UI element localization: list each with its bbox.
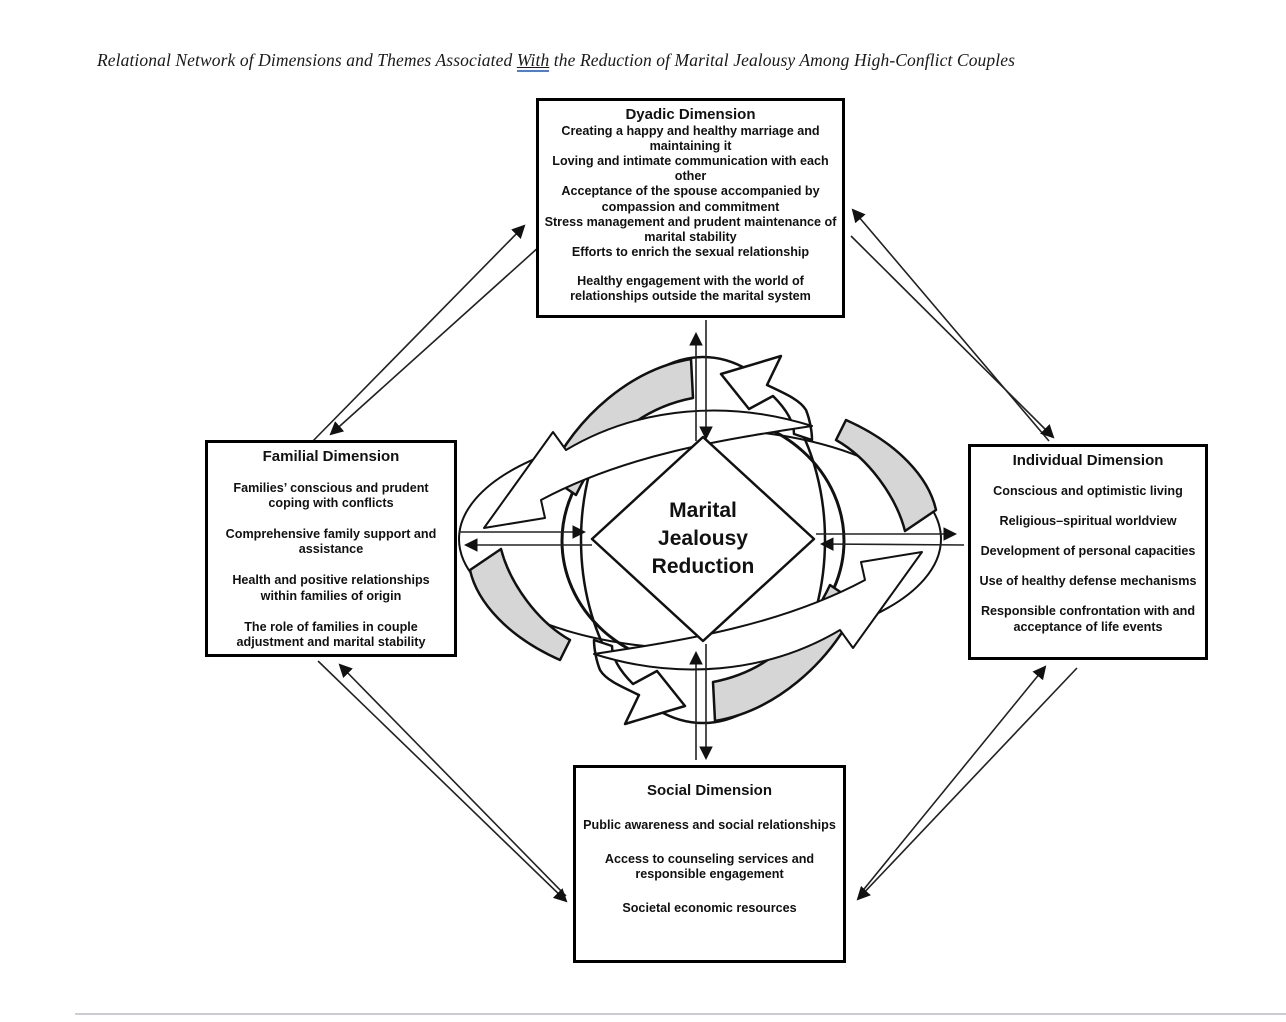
social-box-title: Social Dimension	[646, 782, 773, 799]
dyadic-box-title: Dyadic Dimension	[625, 106, 756, 123]
arrow-individual-to-dyadic	[853, 210, 1049, 441]
dyadic-item: Loving and intimate communication with each other	[552, 154, 829, 184]
center-label-line1: Marital	[669, 499, 737, 522]
individual-item: Development of personal capacities	[980, 544, 1196, 559]
figure-title-pre: Relational Network of Dimensions and Themes Associated	[97, 50, 513, 70]
familial-item: Comprehensive family support and assistance	[225, 527, 437, 557]
familial-item: The role of families in couple adjustment and marital stability	[236, 619, 426, 649]
social-dimension-box	[573, 765, 846, 963]
familial-dimension-box	[205, 440, 457, 657]
arrow-social-to-individual	[860, 667, 1045, 894]
individual-item: Religious–spiritual worldview	[999, 514, 1177, 529]
familial-item: Health and positive relationships within families of origin	[232, 573, 430, 603]
dyadic-item: Acceptance of the spouse accompanied by compassion and commitment	[561, 184, 820, 214]
center-label-line2: Jealousy	[658, 527, 748, 550]
individual-item: Responsible confrontation with and acceptance of life events	[980, 604, 1196, 634]
individual-dimension-box	[968, 444, 1208, 660]
social-item: Societal economic resources	[622, 901, 797, 916]
figure-title-post: the Reduction of Marital Jealousy Among High-Conflict Couples	[553, 50, 1015, 70]
arrow-social-to-familial	[340, 665, 566, 896]
dyadic-item: Healthy engagement with the world of relationships outside the marital system	[570, 273, 811, 304]
dyadic-item: Stress management and prudent maintenance of marital stability	[544, 214, 837, 244]
social-item: Access to counseling services and responsible engagement	[604, 852, 815, 882]
arrow-dyadic-to-familial	[331, 246, 540, 434]
familial-box-title: Familial Dimension	[262, 448, 400, 465]
individual-box-title: Individual Dimension	[1012, 452, 1164, 469]
arrow-individual-to-social	[858, 668, 1077, 899]
arrow-individual-to-center	[822, 544, 964, 545]
social-item: Public awareness and social relationships	[583, 818, 836, 832]
individual-item: Use of healthy defense mechanisms	[979, 574, 1197, 589]
arrow-familial-to-social	[318, 661, 566, 901]
bottom-divider-line	[75, 1013, 1286, 1015]
center-label-line3: Reduction	[651, 555, 755, 578]
figure-title-underlined-word: With	[516, 50, 550, 70]
rotation-band-right-icon	[836, 420, 936, 531]
familial-item: Families’ conscious and prudent coping with conflicts	[233, 481, 429, 511]
dyadic-dimension-box	[536, 98, 845, 318]
arrow-dyadic-to-individual	[851, 236, 1053, 437]
rotation-band-bottom-left-icon	[470, 549, 570, 660]
dyadic-item: Creating a happy and healthy marriage and maintaining it	[561, 124, 820, 154]
arrow-familial-to-dyadic	[310, 226, 524, 444]
individual-item: Conscious and optimistic living	[993, 484, 1183, 498]
dyadic-item: Efforts to enrich the sexual relationship	[571, 244, 810, 259]
